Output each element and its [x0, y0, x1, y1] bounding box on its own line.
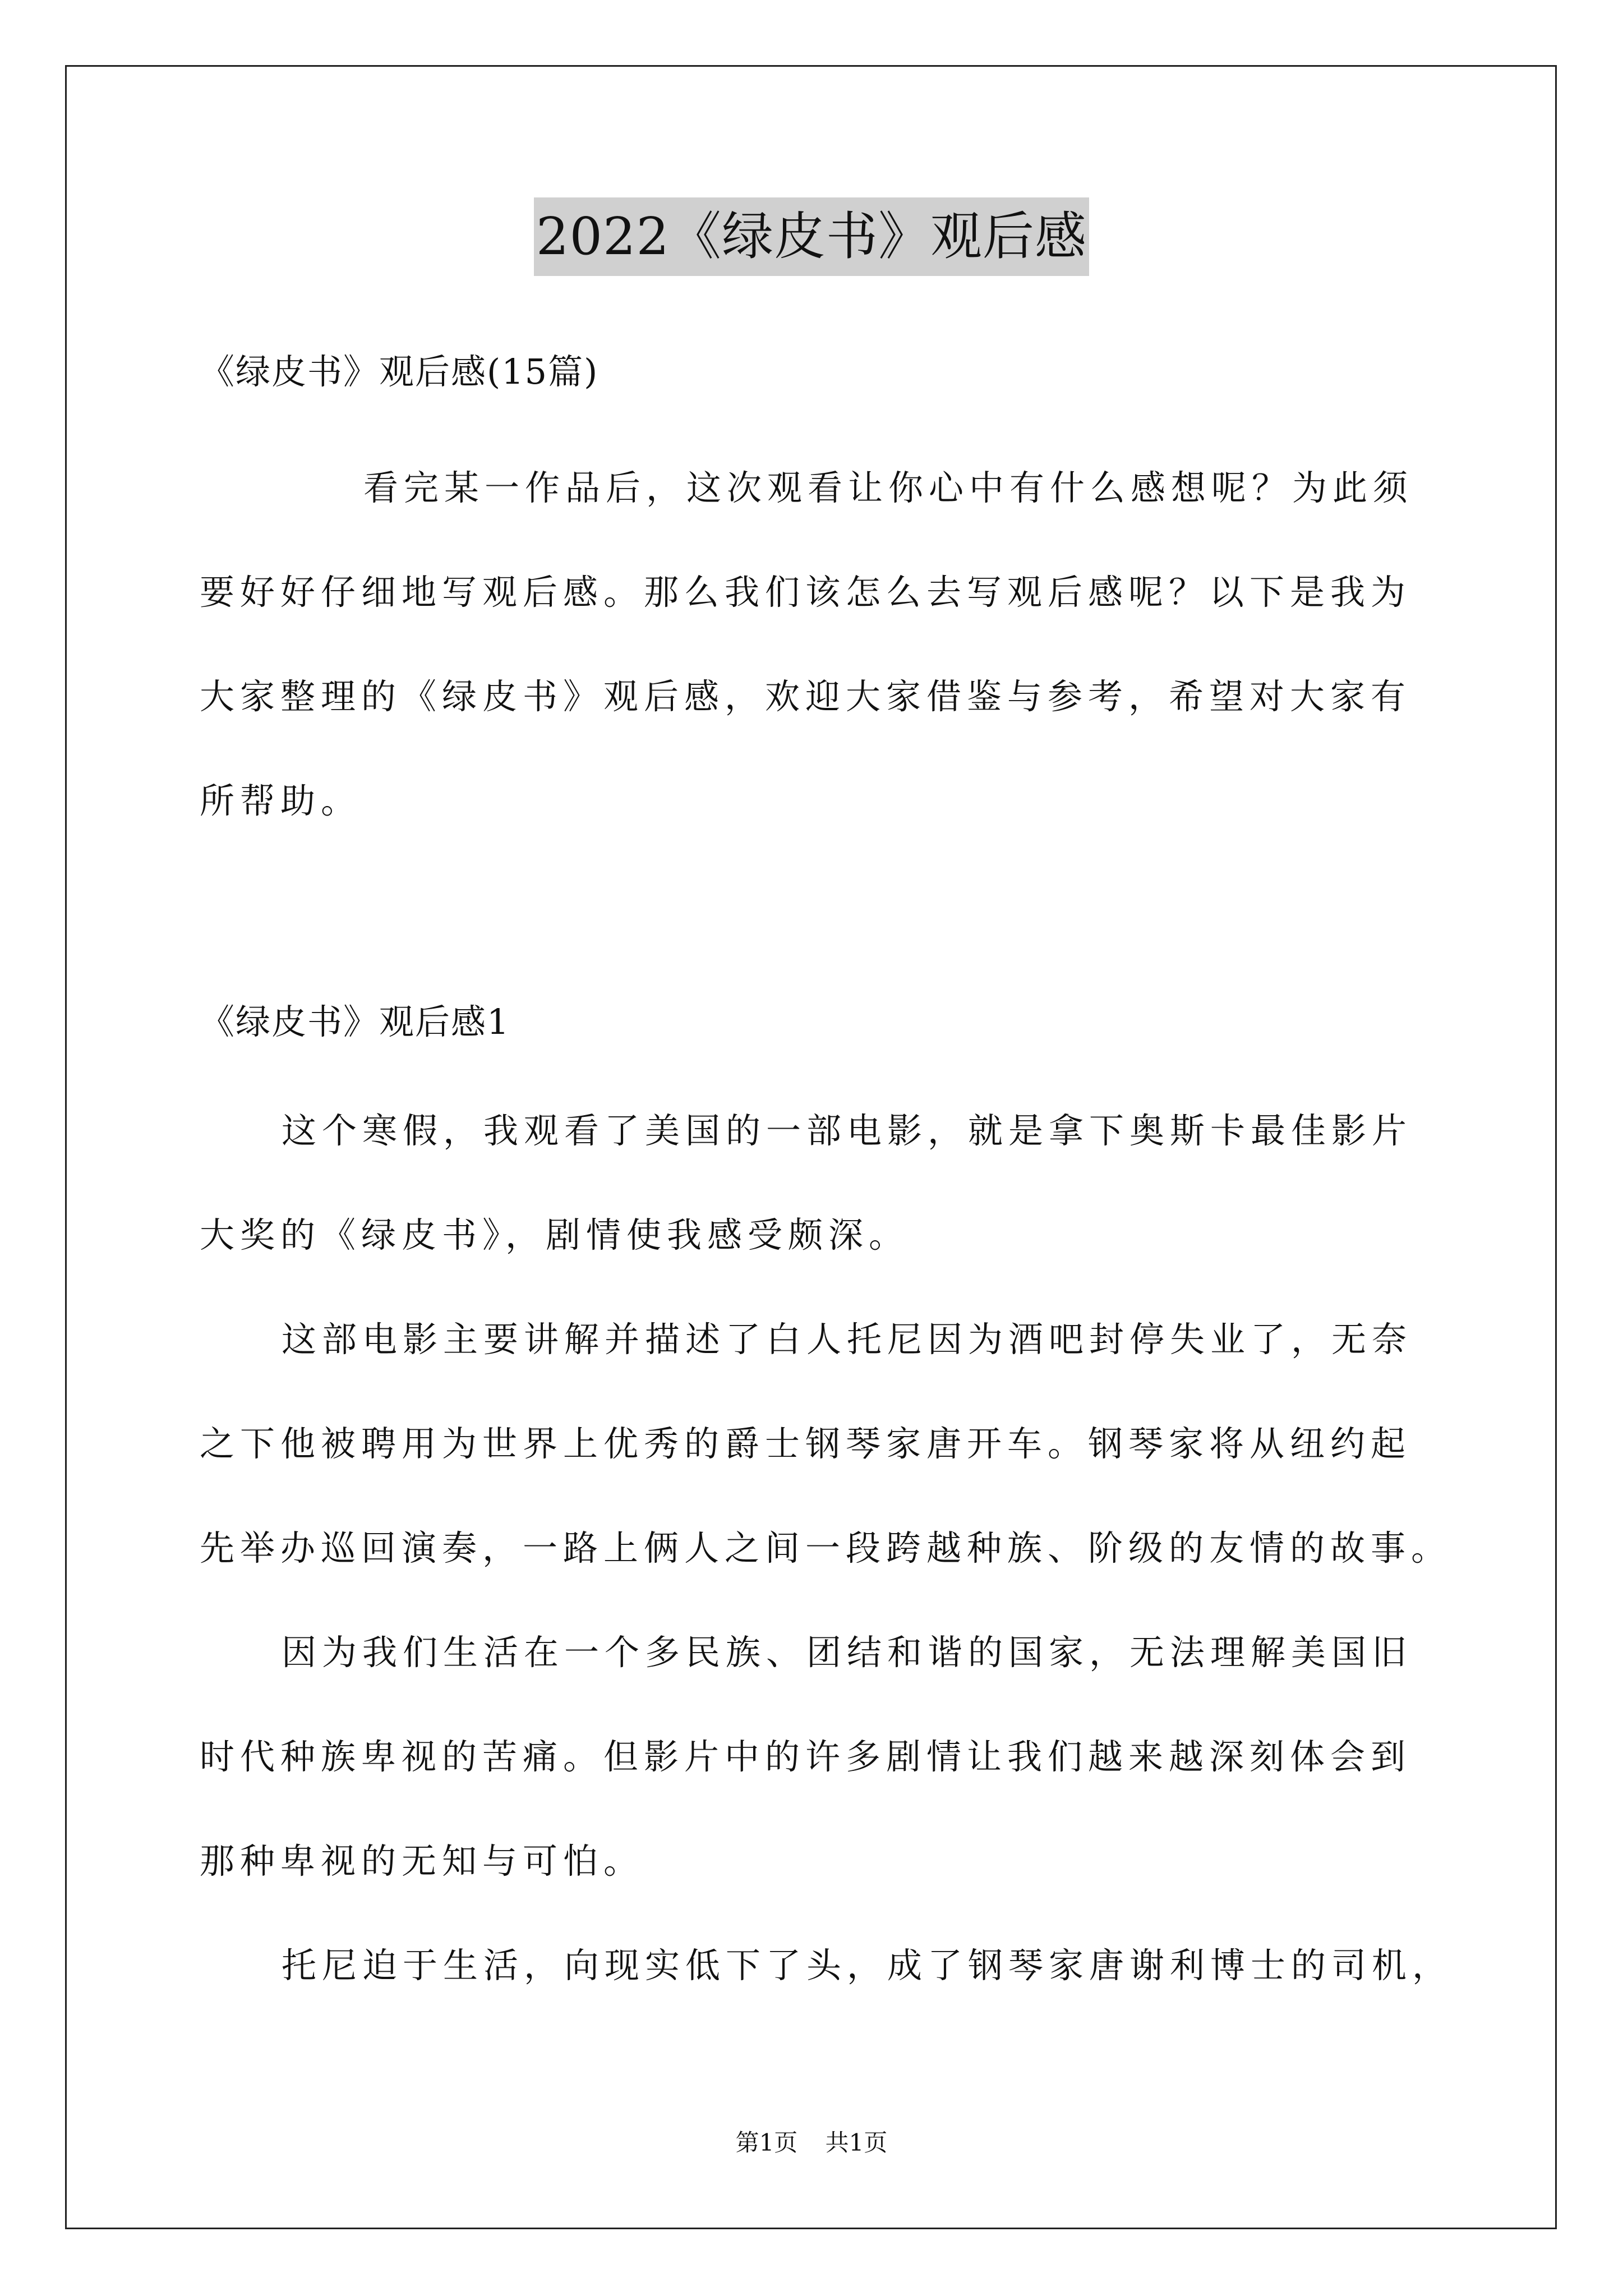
body-line-3: 这部电影主要讲解并描述了白人托尼因为酒吧封停失业了，无奈	[282, 1319, 1413, 1360]
body-line-1: 这个寒假，我观看了美国的一部电影，就是拿下奥斯卡最佳影片	[282, 1110, 1413, 1151]
intro-line-1: 看完某一作品后，这次观看让你心中有什么感想呢？为此须	[363, 467, 1414, 508]
page-number: 第1页	[735, 2129, 798, 2156]
intro-line-4: 所帮助。	[200, 780, 362, 821]
body-line-5: 先举办巡回演奏，一路上俩人之间一段跨越种族、阶级的友情的故事。	[200, 1527, 1452, 1568]
body-line-9: 托尼迫于生活，向现实低下了头，成了钢琴家唐谢利博士的司机，	[282, 1945, 1453, 1986]
section-heading: 《绿皮书》观后感1	[200, 1001, 510, 1042]
body-line-7: 时代种族卑视的苦痛。但影片中的许多剧情让我们越来越深刻体会到	[200, 1736, 1412, 1777]
page-footer	[0, 2126, 1623, 2160]
body-line-8: 那种卑视的无知与可怕。	[200, 1841, 644, 1881]
body-line-4: 之下他被聘用为世界上优秀的爵士钢琴家唐开车。钢琴家将从纽约起	[200, 1423, 1412, 1464]
intro-line-2: 要好好仔细地写观后感。那么我们该怎么去写观后感呢？以下是我为	[200, 572, 1412, 613]
page-total: 共1页	[825, 2129, 888, 2156]
title-container	[0, 197, 1623, 276]
body-line-2: 大奖的《绿皮书》，剧情使我感受颇深。	[200, 1214, 910, 1255]
body-line-6: 因为我们生活在一个多民族、团结和谐的国家，无法理解美国旧	[282, 1632, 1413, 1673]
intro-line-3: 大家整理的《绿皮书》观后感，欢迎大家借鉴与参考，希望对大家有	[200, 676, 1412, 717]
collection-heading: 《绿皮书》观后感(15篇)	[200, 351, 599, 392]
document-title: 2022《绿皮书》观后感	[534, 197, 1089, 276]
